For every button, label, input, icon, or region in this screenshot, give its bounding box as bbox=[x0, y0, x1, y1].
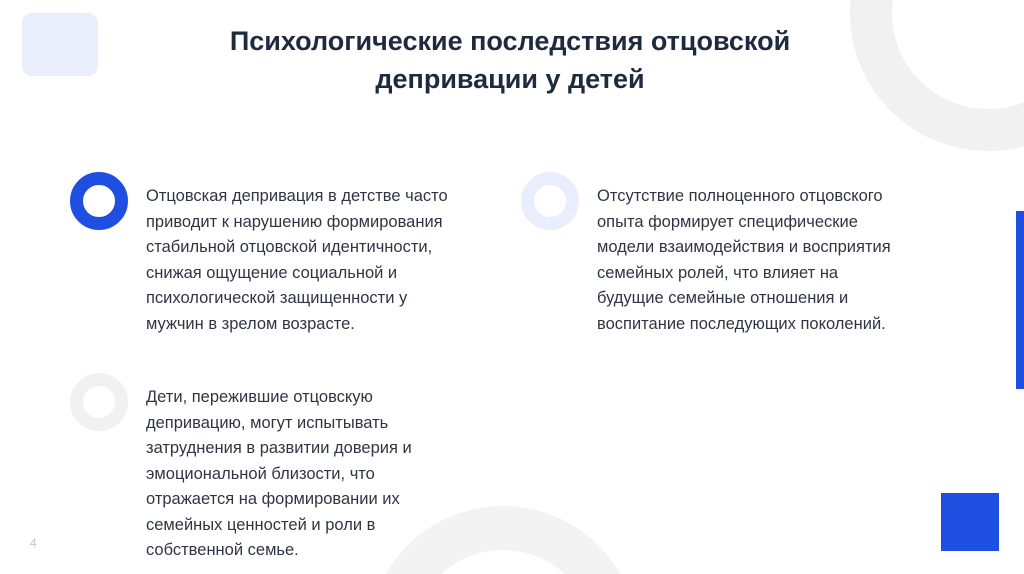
text-line: опыта формирует специфические bbox=[597, 212, 858, 231]
decorative-ring-top bbox=[850, 0, 1024, 151]
slide-title bbox=[150, 22, 870, 98]
text-line: снижая ощущение социальной и bbox=[146, 263, 398, 282]
point-text-3 bbox=[146, 385, 506, 564]
page-number: 4 bbox=[30, 536, 37, 550]
text-line: затруднения в развитии доверия и bbox=[146, 439, 412, 457]
text-line: воспитание последующих поколений. bbox=[597, 314, 886, 333]
title-line: депривации у детей bbox=[375, 64, 645, 94]
point-text-2 bbox=[597, 184, 957, 337]
text-line: депривацию, могут испытывать bbox=[146, 413, 389, 432]
text-line: мужчин в зрелом возрасте. bbox=[146, 314, 355, 333]
text-line: Отсутствие полноценного отцовского bbox=[597, 187, 883, 205]
decorative-square bbox=[22, 13, 98, 76]
bullet-ring-icon bbox=[70, 172, 128, 230]
text-line: семейных ролей, что влияет на bbox=[597, 263, 839, 282]
text-line: приводит к нарушению формирования bbox=[146, 212, 443, 231]
text-line: будущие семейные отношения и bbox=[597, 289, 849, 307]
text-line: психологической защищенности у bbox=[146, 289, 408, 307]
decorative-blue-square bbox=[941, 493, 999, 551]
decorative-side-bar bbox=[1016, 211, 1024, 389]
text-line: Отцовская депривация в детстве часто bbox=[146, 187, 448, 205]
text-line: семейных ценностей и роли в bbox=[146, 515, 376, 534]
text-line: собственной семье. bbox=[146, 541, 299, 559]
text-line: Дети, пережившие отцовскую bbox=[146, 388, 373, 406]
text-line: отражается на формировании их bbox=[146, 490, 400, 508]
title-line: Психологические последствия отцовской bbox=[229, 26, 791, 56]
text-line: модели взаимодействия и восприятия bbox=[597, 238, 891, 256]
point-text-1 bbox=[146, 184, 506, 337]
text-line: эмоциональной близости, что bbox=[146, 464, 375, 483]
text-line: стабильной отцовской идентичности, bbox=[146, 238, 433, 256]
bullet-ring-icon bbox=[70, 373, 128, 431]
bullet-ring-icon bbox=[521, 172, 579, 230]
